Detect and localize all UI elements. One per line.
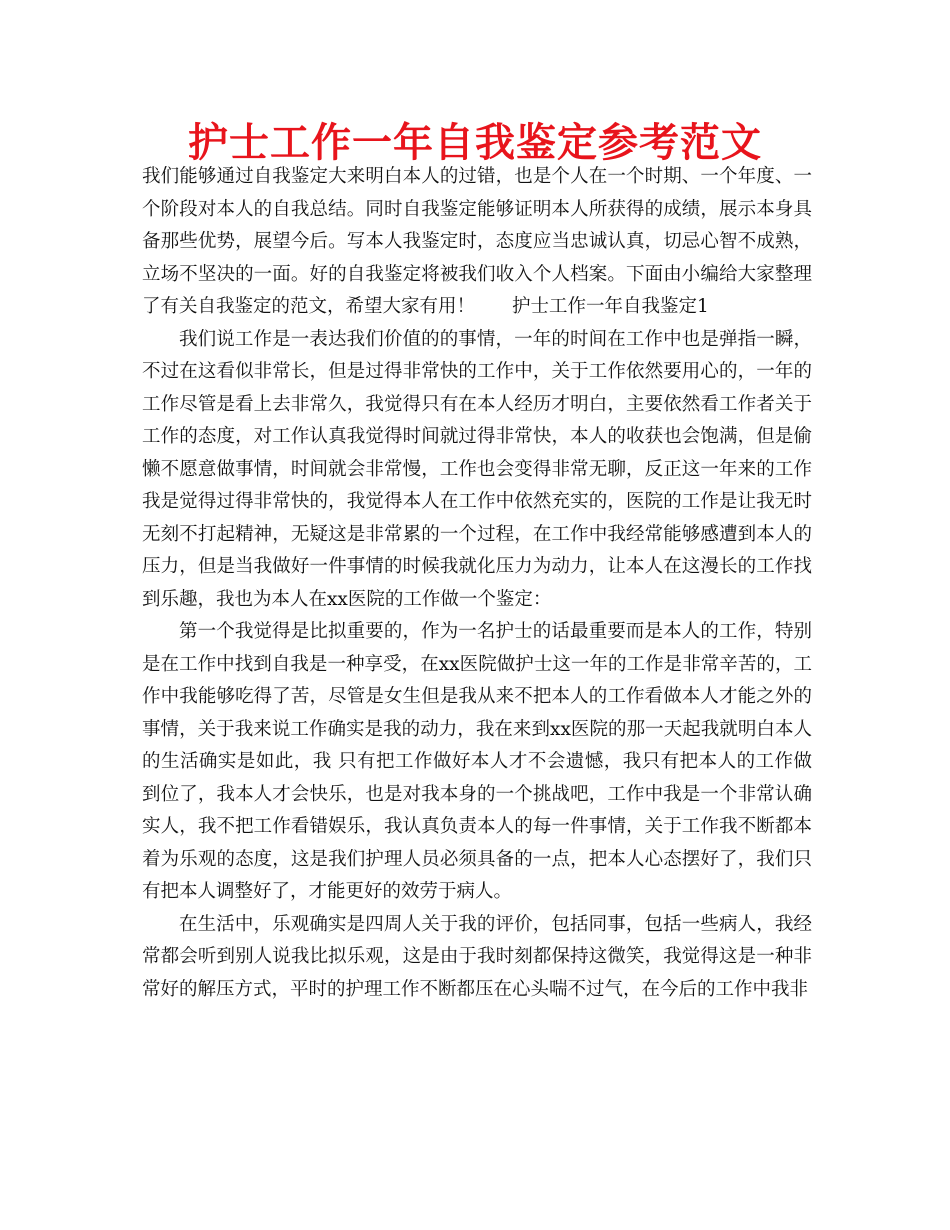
paragraph-intro: 我们能够通过自我鉴定大来明白本人的过错，也是个人在一个时期、一个年度、一个阶段对本人的自我总结。同时自我鉴定能够证明本人所获得的成绩，展示本身具备那些优势，展望今后。写本人我鉴定时，态度应当忠诚认真，切忌心智不成熟，立场不坚决的一面。好的自我鉴定将被我们收入个人档案。下面由小编给大家整理了有关自我鉴定的范文，希望大家有用！ 护士工作一年自我鉴定1 [142,166,812,317]
paragraph-work-value: 我们说工作是一表达我们价值的的事情，一年的时间在工作中也是弹指一瞬，不过在这看似非常长，但是过得非常快的工作中，关于工作依然要用心的，一年的工作尽管是看上去非常久，我觉得只有在本人经历才明白，主要依然看工作者关于工作的态度，对工作认真我觉得时间就过得非常快，本人的收获也会饱满，但是偷懒不愿意做事情，时间就会非常慢，工作也会变得非常无聊，反正这一年来的工作我是觉得过得非常快的，我觉得本人在工作中依然充实的，医院的工作是让我无时无刻不打起精神，无疑这是非常累的一个过程，在工作中我经常能够感遭到本人的压力，但是当我做好一件事情的时候我就化压力为动力，让本人在这漫长的工作找到乐趣，我也为本人在xx医院的工作做一个鉴定： [142,328,812,610]
document-body [142,161,812,1006]
paragraph-life-optimism: 在生活中，乐观确实是四周人关于我的评价，包括同事，包括一些病人，我经常都会听到别人说我比拟乐观，这是由于我时刻都保持这微笑，我觉得这是一种非常好的解压方式，平时的护理工作不断都压在心头喘不过气，在今后的工作中我非 [142,913,812,1000]
document-title: 护士工作一年自我鉴定参考范文 [188,120,762,166]
paragraph-first-point: 第一个我觉得是比拟重要的，作为一名护士的话最重要而是本人的工作，特别是在工作中找到自我是一种享受，在xx医院做护士这一年的工作是非常辛苦的，工作中我能够吃得了苦，尽管是女生但是我从来不把本人的工作看做本人才能之外的事情，关于我来说工作确实是我的动力，我在来到xx医院的那一天起我就明白本人的生活确实是如此，我 只有把工作做好本人才不会遗憾，我只有把本人的工作做到位了，我本人才会快乐，也是对我本身的一个挑战吧，工作中我是一个非常认确实人，我不把工作看错娱乐，我认真负责本人的每一件事情，关于工作我不断都本着为乐观的态度，这是我们护理人员必须具备的一点，把本人心态摆好了，我们只有把本人调整好了，才能更好的效劳于病人。 [142,621,812,902]
